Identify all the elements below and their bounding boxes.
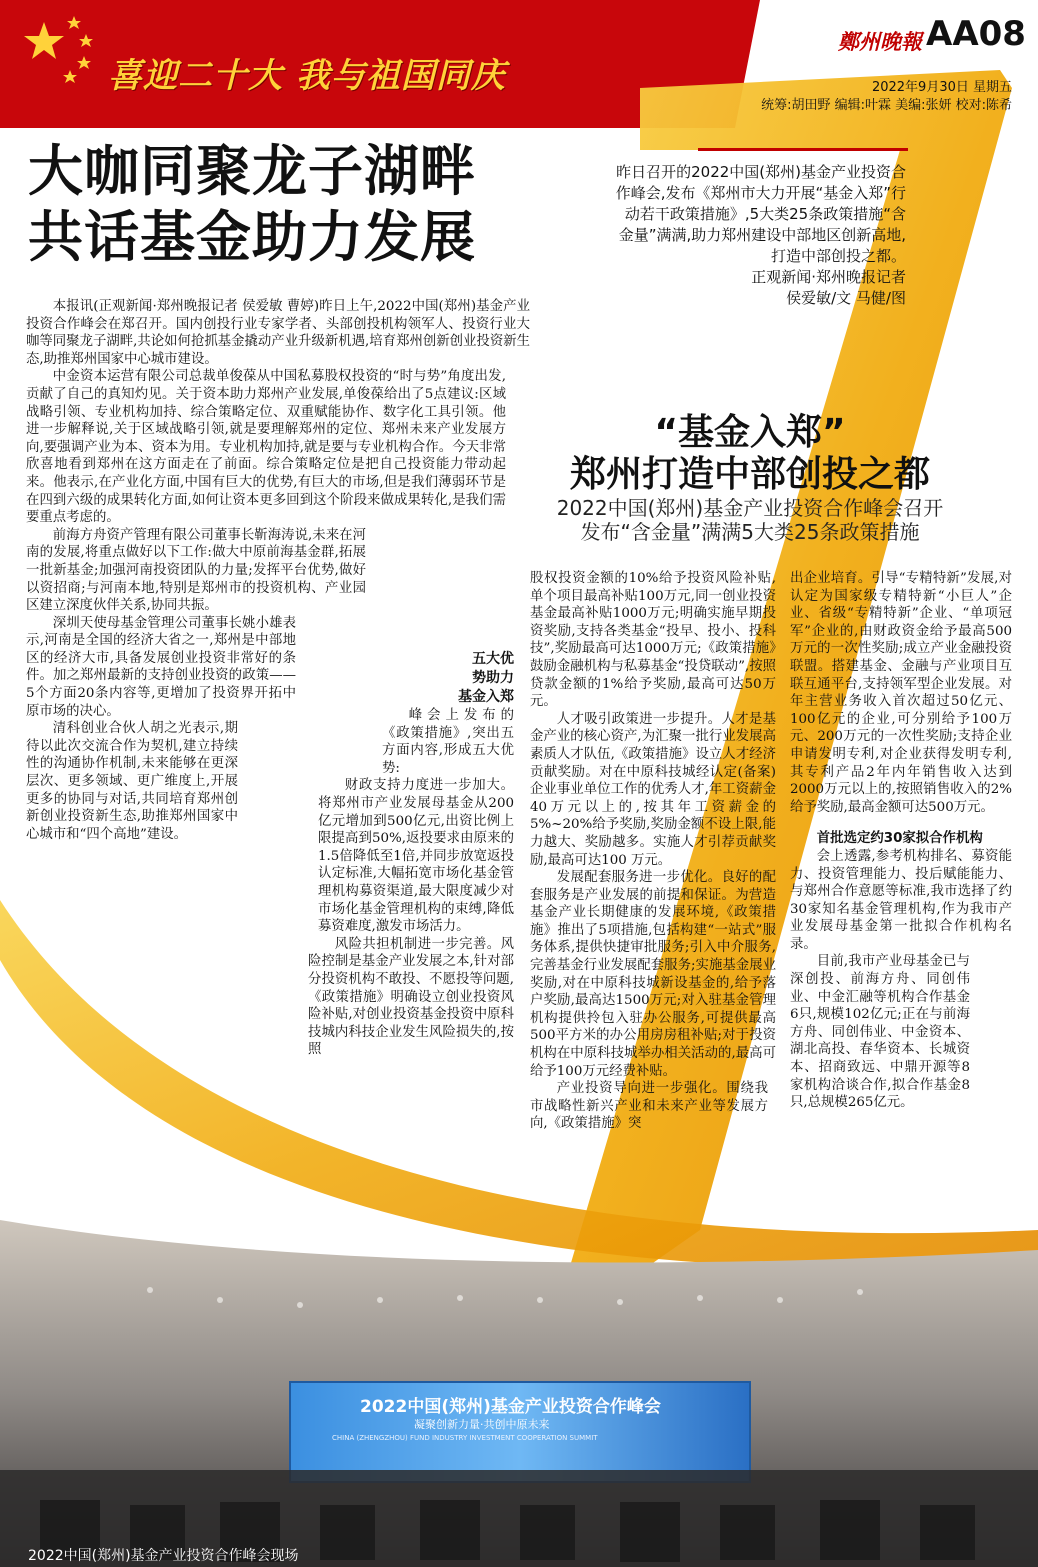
editor-credits: 统筹:胡田野 编辑:叶霖 美编:张妍 校对:陈希 — [761, 98, 1012, 113]
col4-subhead: 首批选定约30家拟合作机构 — [816, 831, 983, 847]
summary-rule — [698, 148, 908, 151]
title-line-1: 大咖同聚龙子湖畔 — [28, 139, 477, 203]
screen-english: CHINA (ZHENGZHOU) FUND INDUSTRY INVESTMENT COOPERATION SUMMIT — [332, 1434, 598, 1442]
col4-para: 会上透露,参考机构排名、募资能力、投资管理能力、投后赋能能力、与郑州合作意愿等标准,我市选择了约30家知名基金管理机构,作为我市产业发展母基金第一批拟合作机构名录。 — [790, 848, 1012, 952]
col3-para: 人才吸引政策进一步提升。人才是基金产业的核心资产,为汇聚一批行业发展高素质人才队伍,《政策措施》设立人才经济贡献奖励。对在中原科技城经认定(备案)企业事业单位工作的优秀人才,年工资薪金40万元以上的,按其年工资薪金的5%~20%给予奖励,奖励金额不设上限,能力越大、奖励越多。实施人才引荐贡献奖励,最高可达100 万元。 — [530, 711, 776, 868]
col2-subhead-1: 五大优 — [472, 651, 514, 667]
column-2 — [278, 650, 514, 1059]
summary-credit-1: 正观新闻·郑州晚报记者 — [751, 268, 906, 286]
col4-para: 出企业培育。引导“专精特新”发展,对认定为国家级专精特新“小巨人”企业、省级“专精特新”企业、“单项冠军”企业的,由财政资金给予最高500万元的一次性奖励;成立产业金融投资联盟。搭建基金、金融与产业项目互联互通平台,支持领军型企业发展。对年主营业务收入首次超过50亿元、100亿元的企业,可分别给予100万元、200万元的一次性奖励;支持企业申请发明专利,对企业获得发明专利,其专利产品2年内年销售收入达到2000万元以上的,按照销售收入的2%给予奖励,最高金额可达500万元。 — [790, 571, 1012, 815]
col3-para: 产业投资导向进一步强化。围绕我市战略性新兴产业和未来产业等发展方向,《政策措施》突 — [530, 1081, 768, 1132]
article-summary — [610, 162, 906, 309]
article-title — [28, 138, 476, 270]
headline-line-2: 郑州打造中部创投之都 — [569, 454, 930, 495]
col3-para: 股权投资金额的10%给予投资风险补贴,单个项目最高补贴100万元,同一创业投资基金最高补贴1000万元;明确实施早期投资奖励,支持各类基金“投早、投小、投科技”,奖励最高可达1000万元;《政策措施》鼓励金融机构与私募基金“投贷联动”,按照贷款金额的1%给予奖励,最高可达50万元。 — [530, 571, 776, 710]
col2-para: 风险共担机制进一步完善。风险控制是基金产业发展之本,针对部分投资机构不敢投、不愿投等问题,《政策措施》明确设立创业投资风险补贴,对创业投资基金投资中原科技城内科技企业发生风险损失的,按照 — [308, 936, 514, 1058]
title-line-2: 共话基金助力发展 — [28, 205, 477, 269]
newspaper-logo: 鄭州晚報 — [838, 29, 922, 54]
col1-para: 深圳天使母基金管理公司董事长姚小雄表示,河南是全国的经济大省之一,郑州是中部地区的经济大市,具备发展创业投资非常好的条件。加之郑州最新的支持创业投资的政策——5个方面20条内容等,更增加了投资界开拓中原市场的决心。 — [26, 615, 296, 719]
photo-caption: 2022中国(郑州)基金产业投资合作峰会现场 — [28, 1548, 299, 1564]
headline-sub-2: 发布“含金量”满满5大类25条政策措施 — [580, 520, 920, 544]
col2-subhead-3: 基金入郑 — [458, 689, 514, 705]
page-number: AA08 — [926, 14, 1026, 54]
col2-para: 财政支持力度进一步加大。将郑州市产业发展母基金从200亿元增加到500亿元,出资比例上限提高到50%,返投要求由原来的1.5倍降低至1倍,并同步放宽返投认定标准,大幅拓宽市场化基金管理机构募资渠道,最大限度减少对市场化基金管理机构的束缚,降低募资难度,激发市场活力。 — [318, 778, 514, 935]
screen-title: 2022中国(郑州)基金产业投资合作峰会 — [360, 1397, 661, 1417]
summary-credit-2: 侯爱敏/文 马健/图 — [786, 289, 906, 307]
summary-text: 昨日召开的2022中国(郑州)基金产业投资合作峰会,发布《郑州市大力开展“基金入郑”行动若干政策措施》,5大类25条政策措施“含金量”满满,助力郑州建设中部地区创新高地,打造中部创投之都。 — [615, 163, 906, 265]
col1-para: 中金资本运营有限公司总裁单俊葆从中国私募股权投资的“时与势”角度出发,贡献了自己的真知灼见。关于资本助力郑州产业发展,单俊葆给出了5点建议:区域战略引领、专业机构加持、综合策略定位、双重赋能协作、数字化工具引领。他进一步解释说,关于区域战略引领,就是要理解郑州的定位、郑州未来产业发展方向,要强调产业为本、资本为用。专业机构加持,就是要与专业机构合作。今天非常欣喜地看到郑州在这方面走在了前面。综合策略定位是把自己投资能力带动起来。他表示,在产业化方面,中国有巨大的优势,有巨大的市场,但是我们薄弱环节是在四到六级的成果转化方面,如何让资本更多回到这个阶段来做成果转化,是我们需要重点考虑的。 — [26, 369, 506, 526]
col2-subhead-2: 势助力 — [472, 670, 514, 686]
column-3 — [530, 570, 776, 1133]
secondary-headline — [520, 412, 980, 544]
col4-para: 目前,我市产业母基金已与深创投、前海方舟、同创伟业、中金汇融等机构合作基金6只,规模102亿元;正在与前海方舟、同创伟业、中金资本、湖北高投、春华资本、长城资本、招商致远、中鼎开源等8家机构洽谈合作,拟合作基金8只,总规模265亿元。 — [790, 954, 970, 1111]
col3-para: 发展配套服务进一步优化。良好的配套服务是产业发展的前提和保证。为营造基金产业长期健康的发展环境,《政策措施》推出了5项措施,包括构建“一站式”服务体系,提供快捷审批服务;引入中介服务,完善基金行业发展配套服务;实施基金展业奖励,对在中原科技城新设基金的,给予落户奖励,最高达1500万元;对入驻基金管理机构提供拎包入驻办公服务,可提供最高500平方米的办公用房房租补贴;对于投资机构在中原科技城举办相关活动的,最高可给予100万元经费补贴。 — [530, 870, 776, 1079]
headline-line-1: “基金入郑” — [654, 412, 846, 453]
col1-para: 清科创业合伙人胡之光表示,期待以此次交流合作为契机,建立持续性的沟通协作机制,未来能够在更深层次、更多领域、更广维度上,开展更多的协同与对话,共同培育郑州创新创业投资新生态,助推郑州国家中心城市和“四个高地”建设。 — [26, 721, 238, 842]
headline-sub-1: 2022中国(郑州)基金产业投资合作峰会召开 — [556, 496, 944, 520]
col1-para: 前海方舟资产管理有限公司董事长靳海涛说,未来在河南的发展,将重点做好以下工作:做大中原前海基金群,拓展一批新基金;加强河南投资团队的力量;发挥平台优势,做好以资招商;与河南本地,特别是郑州市的投资机构、产业园区建立深度伙伴关系,协同共振。 — [26, 527, 366, 614]
col1-para: 本报讯(正观新闻·郑州晚报记者 侯爱敏 曹婷)昨日上午,2022中国(郑州)基金产业投资合作峰会在郑召开。国内创投行业专家学者、头部创投机构领军人、投资行业大咖等同聚龙子湖畔,共论如何抢抓基金撬动产业升级新机遇,培育郑州创新创业投资新生态,助推郑州国家中心城市建设。 — [26, 299, 530, 367]
banner-slogan: 喜迎二十大 我与祖国同庆 — [108, 56, 506, 96]
column-4 — [790, 570, 1012, 1112]
col2-para: 峰会上发布的《政策措施》,突出五方面内容,形成五大优势: — [382, 708, 514, 776]
col2-subhead — [278, 650, 514, 707]
issue-date: 2022年9月30日 星期五 — [871, 80, 1012, 95]
screen-subtitle: 凝聚创新力量·共创中原未来 — [414, 1418, 550, 1431]
